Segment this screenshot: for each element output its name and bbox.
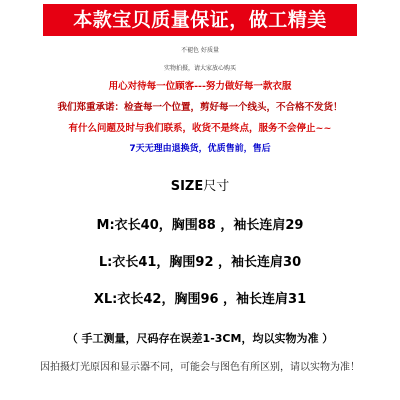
quality-banner: 本款宝贝质量保证，做工精美 bbox=[43, 4, 357, 36]
size-heading-cn: 尺寸 bbox=[203, 179, 230, 194]
tag-line-1: 不褪色 好质量 bbox=[181, 47, 219, 54]
statement-service: 用心对待每一位顾客---努力做好每一款衣服 bbox=[108, 81, 292, 92]
size-row-m: M:衣长40，胸围88 ，袖长连肩29 bbox=[96, 218, 304, 233]
statement-promise: 我们郑重承诺：检查每一个位置，剪好每一个线头，不合格不发货！ bbox=[57, 102, 343, 113]
size-heading-en: SIZE bbox=[170, 179, 204, 194]
size-heading bbox=[0, 175, 400, 194]
measurement-note: （ 手工测量，尺码存在误差1-3CM，均以实物为准 ） bbox=[66, 332, 334, 345]
tag-line-2: 实物拍摄，请大家放心购买 bbox=[163, 65, 236, 72]
size-row-l: L:衣长41，胸围92 ，袖长连肩30 bbox=[98, 255, 302, 270]
color-disclaimer: 因拍摄灯光原因和显示器不同，可能会与图色有所区别，请以实物为准！ bbox=[40, 362, 360, 373]
size-row-xl: XL:衣长42，胸围96 ，袖长连肩31 bbox=[93, 292, 307, 307]
statement-returns: 7天无理由退换货，优质售前，售后 bbox=[129, 144, 271, 154]
statement-contact: 有什么问题及时与我们联系，收货不是终点，服务不会停止~~ bbox=[68, 123, 332, 134]
